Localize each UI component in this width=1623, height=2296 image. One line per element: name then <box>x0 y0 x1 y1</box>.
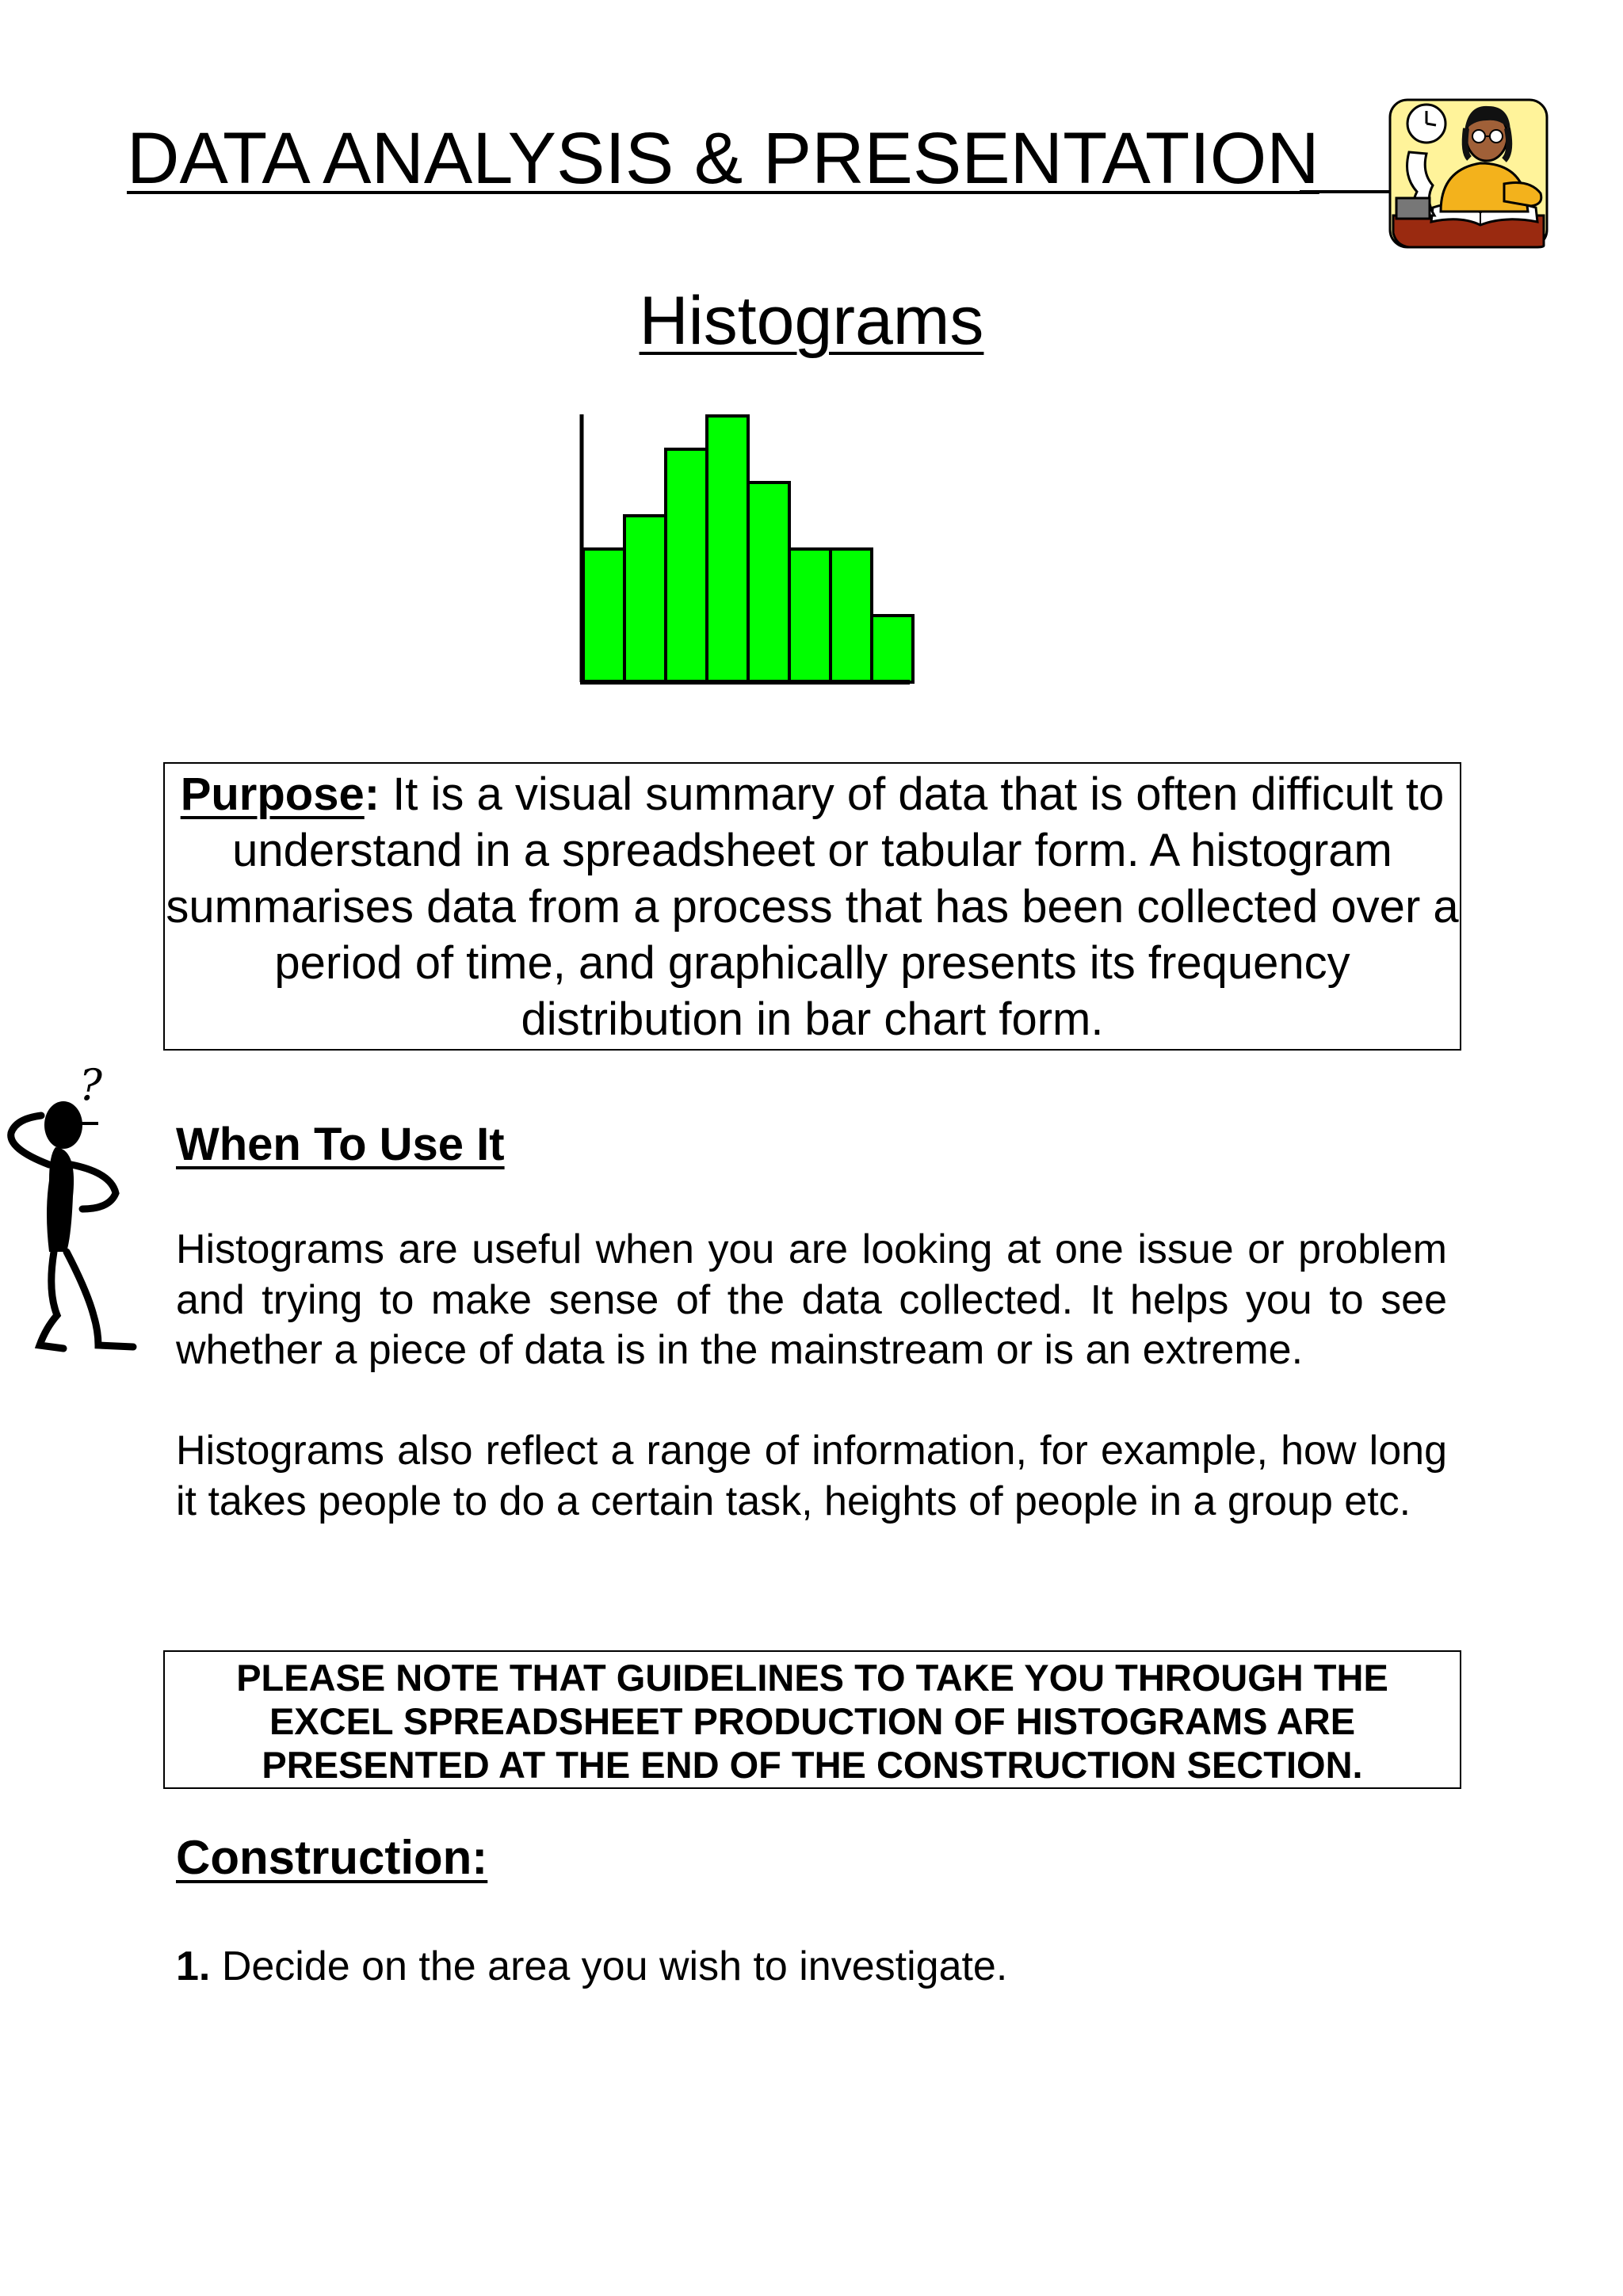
question-mark: ? <box>79 1060 102 1110</box>
purpose-label-text: Purpose <box>180 769 365 820</box>
histogram-bars <box>583 416 913 682</box>
thinking-man-icon <box>0 1054 151 1363</box>
header-underline-rule <box>1300 190 1391 193</box>
section-title <box>0 281 1623 360</box>
histogram-bar-6 <box>789 549 831 682</box>
histogram-bar-2 <box>624 516 666 682</box>
histogram-bar-5 <box>748 482 789 682</box>
purpose-label-colon: : <box>364 769 380 820</box>
histogram-bar-8 <box>872 616 913 682</box>
purpose-label <box>181 769 380 820</box>
section-title-text: Histograms <box>639 283 984 359</box>
when-to-use-paragraph-1: Histograms are useful when you are looking at one issue or problem and trying to make sense of the data collected. It helps you to see whether a piece of data is in the mainstream or is an extreme. <box>176 1226 1447 1373</box>
guidelines-note-text: PLEASE NOTE THAT GUIDELINES TO TAKE YOU THROUGH THE EXCEL SPREADSHEET PRODUCTION OF HISTOGRAMS ARE PRESENTED AT THE END OF THE CONSTRUCTION SECTION. <box>236 1657 1388 1786</box>
histogram-bar-3 <box>666 449 707 682</box>
histogram-bar-4 <box>707 416 748 682</box>
person-reading-clock-icon <box>1385 97 1552 252</box>
histogram-illustration <box>571 408 919 689</box>
step-text: Decide on the area you wish to investigate. <box>210 1943 1008 1989</box>
when-to-use-heading: When To Use It <box>176 1119 505 1170</box>
construction-step-1 <box>176 1941 1007 1992</box>
histogram-bar-1 <box>583 549 624 682</box>
when-to-use-paragraph-2: Histograms also reflect a range of information, for example, how long it takes people to do a certain task, heights of people in a group etc. <box>176 1428 1447 1524</box>
purpose-box <box>163 762 1461 1051</box>
document-title: DATA ANALYSIS & PRESENTATION <box>127 118 1319 199</box>
construction-heading: Construction: <box>176 1831 488 1884</box>
step-number: 1. <box>176 1943 211 1989</box>
guidelines-note-box <box>163 1650 1461 1789</box>
histogram-bar-7 <box>831 549 872 682</box>
purpose-text: It is a visual summary of data that is often difficult to understand in a spreadsheet or tabular form. A histogram summarises data from a process that has been collected over a period of time, and graphically presents its frequency distribution in bar chart form. <box>166 769 1459 1045</box>
